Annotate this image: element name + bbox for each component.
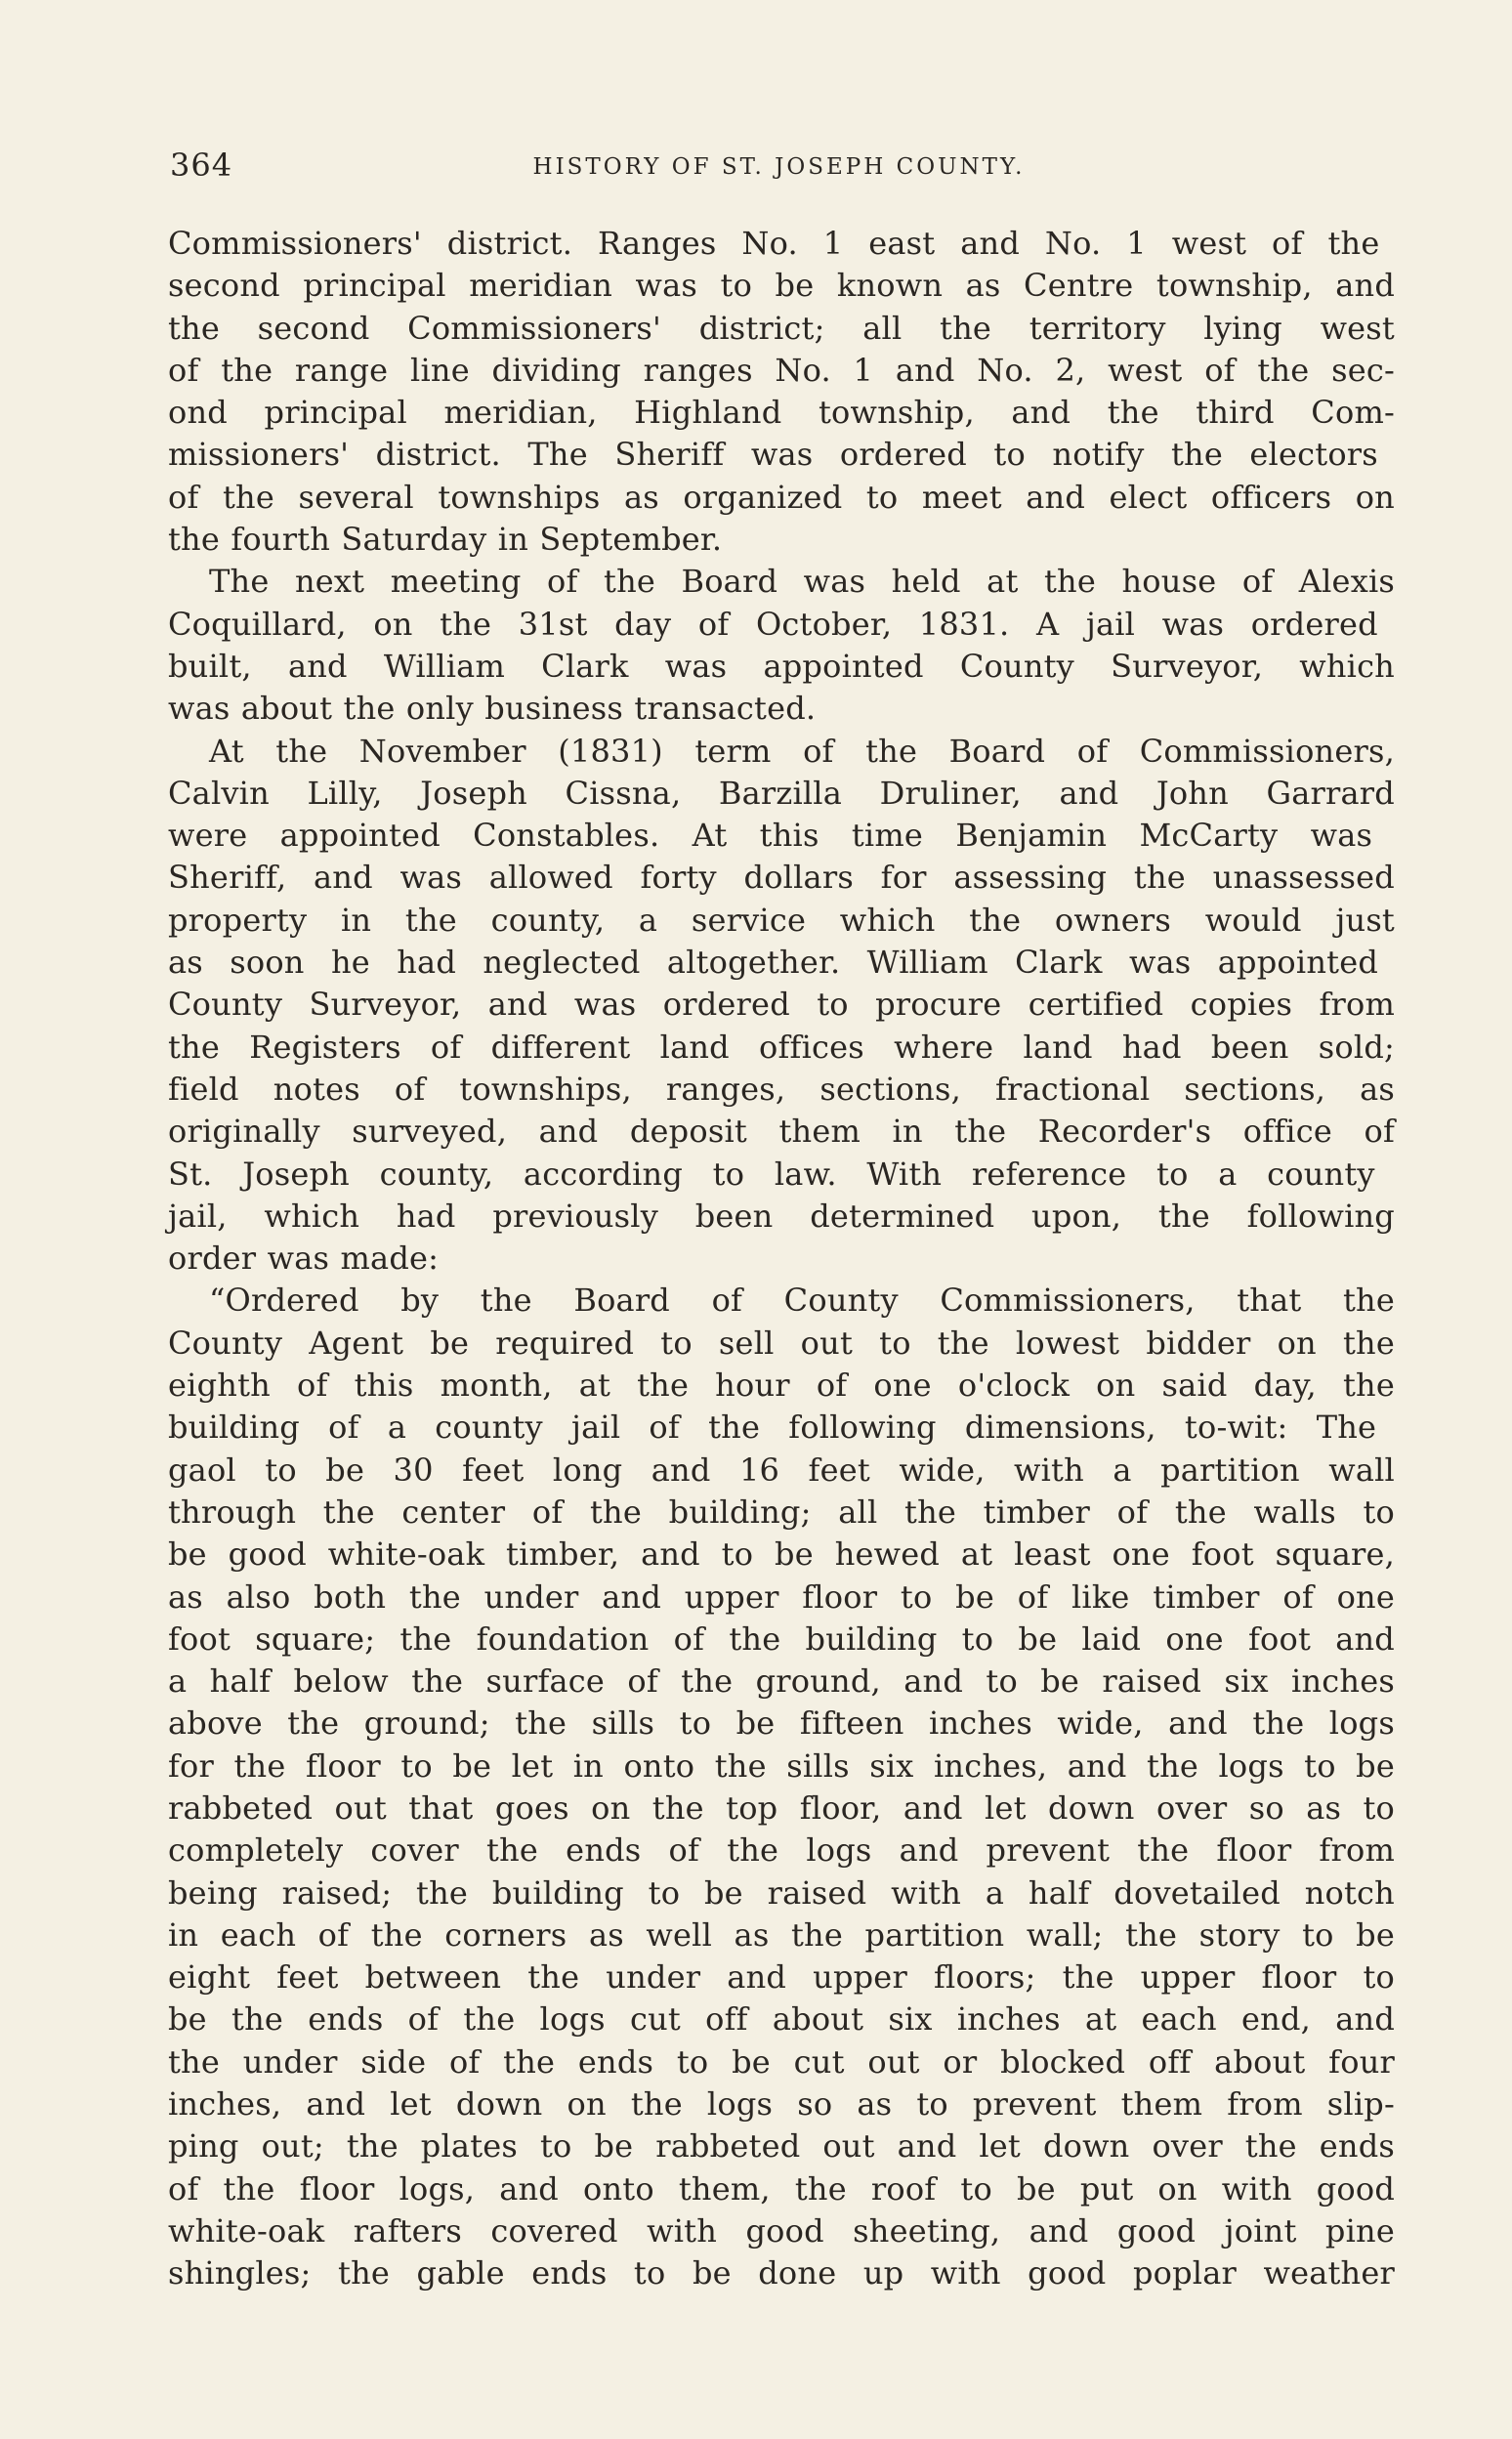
text-line: originally surveyed, and deposit them in the Recorder's office of (168, 1113, 1395, 1151)
text-line: field notes of townships, ranges, sections, fractional sections, as (168, 1070, 1395, 1108)
running-title: HISTORY OF ST. JOSEPH COUNTY. (532, 154, 1026, 180)
text-line: County Surveyor, and was ordered to procure certified copies from (168, 986, 1395, 1024)
text-line: property in the county, a service which the owners would just (168, 901, 1395, 939)
text-line: Calvin Lilly, Joseph Cissna, Barzilla Druliner, and John Garrard (168, 774, 1395, 812)
text-line: ping out; the plates to be rabbeted out and let down over the ends (168, 2127, 1395, 2166)
text-line: as soon he had neglected altogether. William Clark was appointed (168, 944, 1379, 982)
text-line: missioners' district. The Sheriff was ordered to notify the electors (168, 436, 1378, 474)
text-line: the Registers of different land offices where land had been sold; (168, 1028, 1395, 1066)
text-line: “Ordered by the Board of County Commissioners, that the (209, 1282, 1395, 1320)
paragraph (168, 223, 1395, 561)
text-line: ond principal meridian, Highland township, and the third Com- (168, 394, 1395, 432)
text-line: jail, which had previously been determined upon, the following (168, 1197, 1395, 1235)
text-line: the under side of the ends to be cut out or blocked off about four (168, 2042, 1395, 2081)
text-line: eight feet between the under and upper floors; the upper floor to (168, 1958, 1395, 1997)
text-line: above the ground; the sills to be fifteen inches wide, and the logs (168, 1704, 1395, 1743)
text-line: the fourth Saturday in September. (168, 521, 723, 559)
text-line: be good white-oak timber, and to be hewed at least one foot square, (168, 1535, 1395, 1574)
text-line: was about the only business transacted. (168, 690, 817, 728)
text-line: in each of the corners as well as the partition wall; the story to be (168, 1915, 1395, 1954)
text-line: completely cover the ends of the logs and prevent the floor from (168, 1831, 1395, 1870)
text-line: eighth of this month, at the hour of one o'clock on said day, the (168, 1367, 1395, 1405)
page-number: 364 (170, 147, 233, 184)
text-line: a half below the surface of the ground, and to be raised six inches (168, 1662, 1395, 1701)
text-line: Commissioners' district. Ranges No. 1 east and No. 1 west of the (168, 225, 1380, 262)
text-line: gaol to be 30 feet long and 16 feet wide, with a partition wall (168, 1451, 1395, 1489)
text-line: were appointed Constables. At this time Benjamin McCarty was (168, 817, 1373, 855)
paragraph (168, 731, 1395, 1281)
text-line: of the range line dividing ranges No. 1 and No. 2, west of the sec- (168, 351, 1395, 389)
text-line: building of a county jail of the following dimensions, to-wit: The (168, 1409, 1377, 1447)
text-line: through the center of the building; all the timber of the walls to (168, 1493, 1395, 1531)
text-line: The next meeting of the Board was held at the house of Alexis (209, 563, 1395, 601)
text-line: foot square; the foundation of the building to be laid one foot and (168, 1619, 1395, 1658)
text-line: of the floor logs, and onto them, the roof to be put on with good (168, 2169, 1395, 2208)
text-line: shingles; the gable ends to be done up with good poplar weather (168, 2254, 1395, 2292)
text-line: for the floor to be let in onto the sills six inches, and the logs to be (168, 1746, 1395, 1785)
text-line: as also both the under and upper floor to be of like timber of one (168, 1577, 1395, 1616)
text-line: of the several townships as organized to meet and elect officers on (168, 478, 1395, 516)
text-line: At the November (1831) term of the Board of Commissioners, (209, 732, 1395, 770)
text-line: white-oak rafters covered with good sheeting, and good joint pine (168, 2211, 1395, 2250)
text-line: order was made: (168, 1240, 440, 1278)
paragraph (168, 1280, 1395, 2294)
text-line: County Agent be required to sell out to the lowest bidder on the (168, 1324, 1395, 1362)
text-line: be the ends of the logs cut off about six inches at each end, and (168, 2000, 1395, 2039)
paragraph (168, 561, 1395, 730)
text-line: inches, and let down on the logs so as to prevent them from slip- (168, 2085, 1395, 2124)
running-head (166, 145, 1392, 186)
body-text (168, 223, 1395, 2295)
text-line: rabbeted out that goes on the top floor, and let down over so as to (168, 1788, 1395, 1827)
text-line: built, and William Clark was appointed County Surveyor, which (168, 647, 1395, 685)
text-line: being raised; the building to be raised with a half dovetailed notch (168, 1873, 1395, 1912)
text-line: Sheriff, and was allowed forty dollars for assessing the unassessed (168, 859, 1395, 897)
text-line: the second Commissioners' district; all the territory lying west (168, 309, 1395, 347)
text-line: St. Joseph county, according to law. With reference to a county (168, 1155, 1375, 1193)
text-line: Coquillard, on the 31st day of October, 1831. A jail was ordered (168, 605, 1378, 643)
text-line: second principal meridian was to be known as Centre township, and (168, 267, 1395, 305)
